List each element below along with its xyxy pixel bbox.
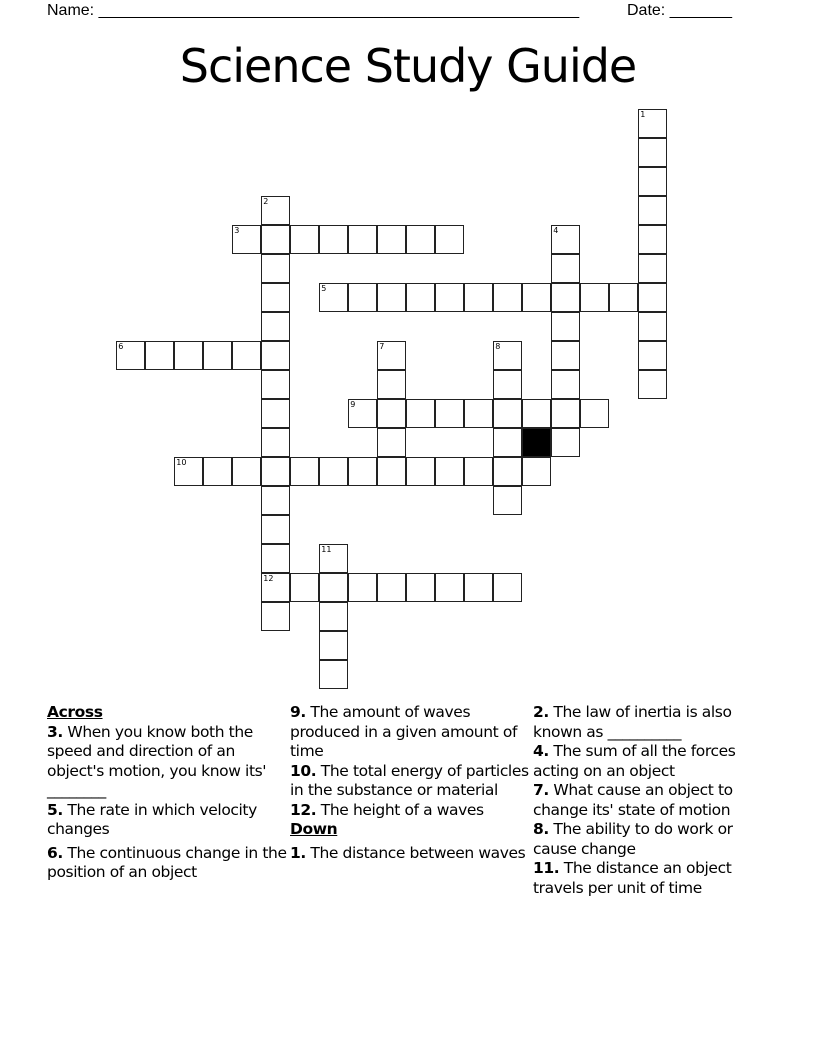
crossword-cell[interactable] [261,428,290,457]
crossword-cell[interactable] [348,283,377,312]
crossword-cell[interactable] [319,602,348,631]
crossword-cell[interactable] [261,196,290,225]
clue-across-6: 6. The continuous change in the position of an object [47,843,287,881]
crossword-cell[interactable] [174,341,203,370]
clue-across-10: 10. The total energy of particles in the substance or material [290,761,529,799]
clue-down-7: 7. What cause an object to change its' state of motion [533,781,733,819]
cell-number: 8 [495,342,501,352]
crossword-cell[interactable] [435,283,464,312]
crossword-cell[interactable] [261,341,290,370]
cell-number: 4 [553,226,559,236]
clues-column-3 [533,703,778,898]
crossword-cell[interactable] [377,225,406,254]
crossword-cell[interactable] [145,341,174,370]
crossword-cell[interactable] [116,341,145,370]
down-heading: Down [290,820,338,838]
clue-across-3: 3. When you know both the speed and direction of an object's motion, you know its' ________ [47,722,267,799]
crossword-cell[interactable] [319,631,348,660]
clue-across-9: 9. The amount of waves produced in a given amount of time [290,703,518,760]
name-field[interactable]: Name: ______________________________________________________ [47,2,580,19]
crossword-cell[interactable] [464,573,493,602]
crossword-cell[interactable] [638,225,667,254]
crossword-cell[interactable] [638,312,667,341]
crossword-cell[interactable] [493,283,522,312]
crossword-cell[interactable] [348,457,377,486]
crossword-cell[interactable] [493,341,522,370]
cell-number: 5 [321,284,327,294]
crossword-cell[interactable] [377,399,406,428]
crossword-cell[interactable] [377,428,406,457]
crossword-cell[interactable] [203,341,232,370]
cell-number: 1 [640,110,646,120]
crossword-cell[interactable] [377,283,406,312]
crossword-cell[interactable] [522,457,551,486]
crossword-cell[interactable] [638,283,667,312]
crossword-cell[interactable] [261,399,290,428]
crossword-cell[interactable] [319,457,348,486]
crossword-cell[interactable] [377,457,406,486]
crossword-cell[interactable] [261,486,290,515]
crossword-cell[interactable] [638,341,667,370]
crossword-cell[interactable] [377,573,406,602]
crossword-cell[interactable] [406,573,435,602]
cell-number: 9 [350,400,356,410]
cell-number: 6 [118,342,124,352]
crossword-cell[interactable] [551,428,580,457]
crossword-cell[interactable] [261,370,290,399]
clue-down-11: 11. The distance an object travels per unit of time [533,859,732,897]
crossword-cell[interactable] [261,312,290,341]
crossword-cell[interactable] [319,660,348,689]
crossword-cell[interactable] [493,573,522,602]
clues-column-2 [290,703,535,863]
crossword-cell[interactable] [406,399,435,428]
crossword-cell[interactable] [551,225,580,254]
crossword-cell[interactable] [348,399,377,428]
crossword-cell[interactable] [406,457,435,486]
crossword-cell[interactable] [406,225,435,254]
crossword-cell[interactable] [290,225,319,254]
crossword-cell[interactable] [261,544,290,573]
crossword-cell[interactable] [551,254,580,283]
cell-number: 10 [176,458,187,468]
crossword-cell[interactable] [638,254,667,283]
clues-column-1 [47,703,292,883]
cell-number: 3 [234,226,240,236]
crossword-cell[interactable] [493,428,522,457]
crossword-cell[interactable] [551,341,580,370]
crossword-cell[interactable] [464,457,493,486]
crossword-cell[interactable] [319,225,348,254]
crossword-cell[interactable] [638,196,667,225]
date-field[interactable]: Date: _______ [627,2,732,19]
crossword-cell[interactable] [261,515,290,544]
cell-number: 7 [379,342,385,352]
crossword-cell[interactable] [319,283,348,312]
black-cell [522,428,551,457]
crossword-cell[interactable] [232,457,261,486]
crossword-cell[interactable] [493,399,522,428]
crossword-cell[interactable] [464,399,493,428]
crossword-cell[interactable] [261,225,290,254]
page-title: Science Study Guide [179,39,637,93]
crossword-cell[interactable] [464,283,493,312]
crossword-cell[interactable] [290,457,319,486]
crossword-cell[interactable] [435,399,464,428]
crossword-cell[interactable] [551,312,580,341]
crossword-cell[interactable] [522,399,551,428]
clue-down-8: 8. The ability to do work or cause change [533,820,733,858]
crossword-cell[interactable] [609,283,638,312]
crossword-cell[interactable] [493,457,522,486]
crossword-cell[interactable] [435,457,464,486]
crossword-cell[interactable] [638,138,667,167]
crossword-cell[interactable] [435,225,464,254]
crossword-cell[interactable] [551,399,580,428]
crossword-cell[interactable] [551,283,580,312]
crossword-cell[interactable] [203,457,232,486]
crossword-cell[interactable] [232,225,261,254]
across-heading: Across [47,703,103,721]
crossword-cell[interactable] [493,486,522,515]
cell-number: 11 [321,545,332,555]
clue-down-4: 4. The sum of all the forces acting on an object [533,742,736,780]
crossword-cell[interactable] [319,573,348,602]
clue-down-1: 1. The distance between waves [290,843,526,862]
crossword-cell[interactable] [638,167,667,196]
crossword-cell[interactable] [348,573,377,602]
crossword-cell[interactable] [406,283,435,312]
crossword-cell[interactable] [377,370,406,399]
crossword-cell[interactable] [261,602,290,631]
clue-across-12: 12. The height of a waves [290,800,484,819]
crossword-cell[interactable] [580,283,609,312]
cell-number: 12 [263,574,274,584]
crossword-cell[interactable] [348,225,377,254]
crossword-cell[interactable] [290,573,319,602]
crossword-cell[interactable] [261,254,290,283]
clue-down-2: 2. The law of inertia is also known as __________ [533,703,732,741]
crossword-cell[interactable] [261,457,290,486]
crossword-cell[interactable] [493,370,522,399]
crossword-cell[interactable] [522,283,551,312]
crossword-cell[interactable] [435,573,464,602]
crossword-cell[interactable] [638,109,667,138]
crossword-cell[interactable] [261,573,290,602]
crossword-cell[interactable] [638,370,667,399]
crossword-cell[interactable] [551,370,580,399]
crossword-cell[interactable] [261,283,290,312]
crossword-cell[interactable] [580,399,609,428]
crossword-cell[interactable] [377,341,406,370]
clue-across-5: 5. The rate in which velocity changes [47,800,257,838]
cell-number: 2 [263,197,269,207]
crossword-cell[interactable] [319,544,348,573]
crossword-cell[interactable] [232,341,261,370]
crossword-cell[interactable] [174,457,203,486]
